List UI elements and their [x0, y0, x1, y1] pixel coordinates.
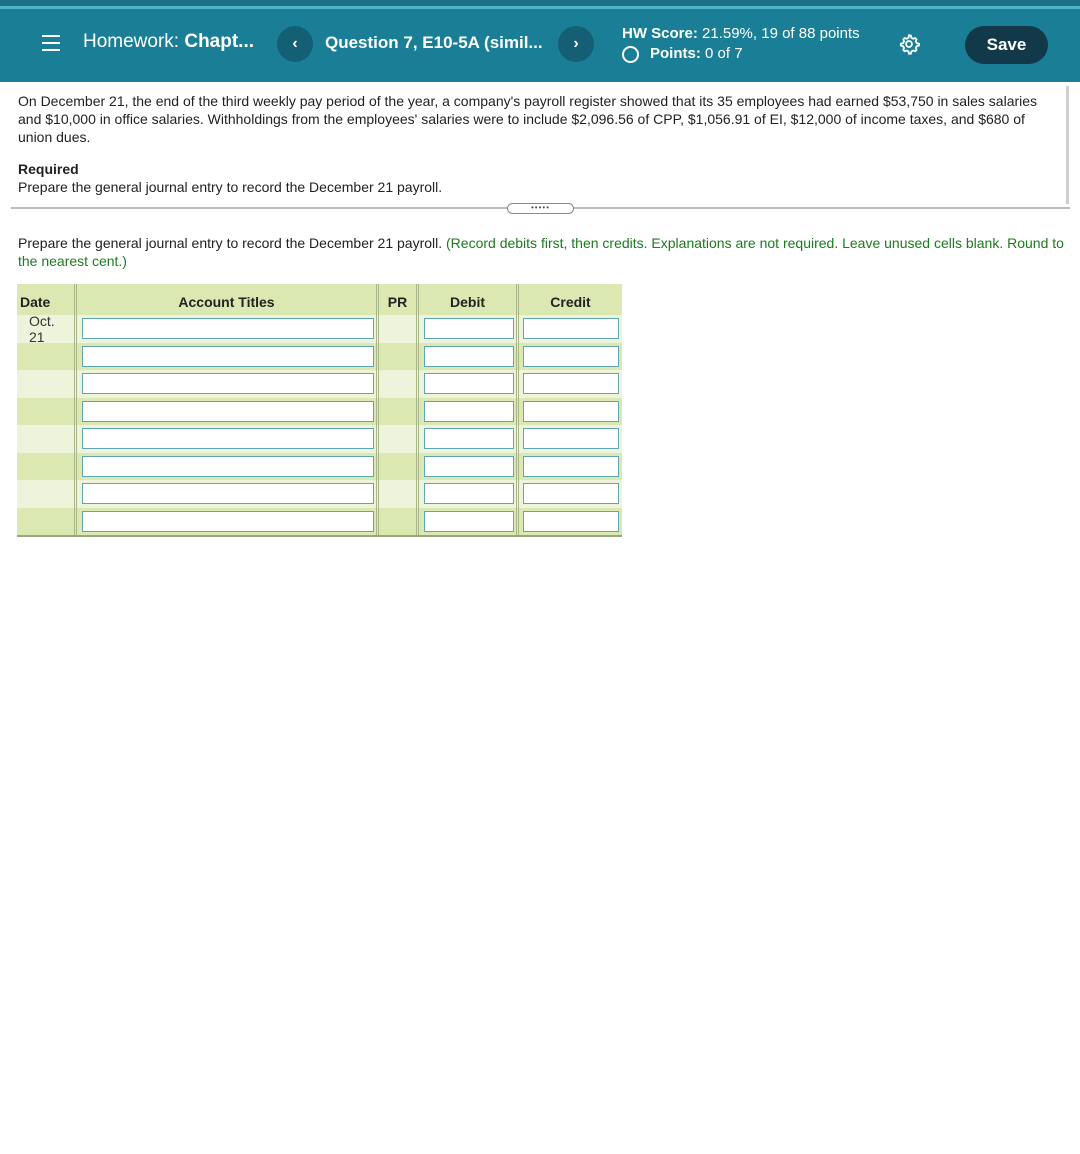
circle-icon	[622, 46, 639, 63]
credit-input[interactable]	[523, 346, 619, 367]
points-label: Points:	[650, 45, 701, 62]
account-title-cell	[77, 453, 379, 481]
instructions	[18, 234, 1068, 270]
debit-cell	[419, 343, 519, 371]
pr-header: PR	[379, 284, 419, 315]
homework-header	[0, 6, 1080, 82]
account-title-input[interactable]	[82, 346, 374, 367]
account-title-cell	[77, 398, 379, 426]
journal-row	[17, 343, 622, 371]
gear-icon[interactable]	[898, 33, 920, 55]
previous-question-button[interactable]: ‹	[277, 26, 313, 62]
credit-header: Credit	[550, 293, 591, 310]
pr-cell	[379, 425, 419, 453]
credit-cell	[519, 315, 622, 343]
account-title-input[interactable]	[82, 401, 374, 422]
journal-row	[17, 425, 622, 453]
credit-input[interactable]	[523, 511, 619, 532]
pr-cell	[379, 398, 419, 426]
homework-label: Homework:	[83, 31, 180, 52]
credit-input[interactable]	[523, 483, 619, 504]
debit-input[interactable]	[424, 318, 514, 339]
debit-input[interactable]	[424, 428, 514, 449]
score-panel	[622, 24, 860, 64]
problem-text: On December 21, the end of the third weekly pay period of the year, a company's payroll register showed that its 35 employees had earned $53,750 in sales salaries and $10,000 in office salaries. Withholdings from the employees' salaries were to include $2,096.56 of CPP, $1,056.91 of EI, $12,000 of income taxes, and $680 of union dues.	[18, 93, 1038, 145]
credit-input[interactable]	[523, 428, 619, 449]
debit-header: Debit	[419, 284, 519, 315]
credit-cell	[519, 425, 622, 453]
journal-row	[17, 370, 622, 398]
journal-body	[17, 312, 622, 535]
next-question-button[interactable]: ›	[558, 26, 594, 62]
date-cell	[17, 425, 77, 453]
scrollbar[interactable]	[1066, 86, 1069, 204]
account-title-cell	[77, 315, 379, 343]
credit-input[interactable]	[523, 318, 619, 339]
debit-cell	[419, 425, 519, 453]
account-title-input[interactable]	[82, 428, 374, 449]
journal-row	[17, 508, 622, 536]
pr-cell	[379, 480, 419, 508]
debit-input[interactable]	[424, 456, 514, 477]
credit-cell	[519, 343, 622, 371]
debit-input[interactable]	[424, 346, 514, 367]
credit-input[interactable]	[523, 401, 619, 422]
debit-input[interactable]	[424, 373, 514, 394]
pr-cell	[379, 343, 419, 371]
account-title-input[interactable]	[82, 511, 374, 532]
hw-score-value: 21.59%, 19 of 88 points	[702, 25, 860, 42]
homework-chapter: Chapt...	[184, 31, 255, 52]
account-title-input[interactable]	[82, 483, 374, 504]
date-cell	[17, 370, 77, 398]
pr-cell	[379, 370, 419, 398]
account-title-cell	[77, 370, 379, 398]
account-title-cell	[77, 480, 379, 508]
debit-input[interactable]	[424, 483, 514, 504]
credit-input[interactable]	[523, 373, 619, 394]
pr-cell	[379, 508, 419, 536]
account-title-cell	[77, 508, 379, 536]
date-cell	[17, 508, 77, 536]
debit-cell	[419, 370, 519, 398]
pane-resize-handle[interactable]: •••••	[507, 203, 574, 214]
account-title-cell	[77, 425, 379, 453]
journal-header-row	[17, 284, 622, 315]
account-title-input[interactable]	[82, 318, 374, 339]
pr-cell	[379, 315, 419, 343]
save-button[interactable]: Save	[965, 26, 1048, 64]
problem-statement	[18, 92, 1058, 196]
credit-cell	[519, 480, 622, 508]
account-titles-header: Account Titles	[77, 284, 379, 315]
instructions-hint: (Record debits first, then credits. Explanations are not required. Leave unused cells blank. Round to the nearest cent.)	[18, 235, 1064, 269]
question-title[interactable]: Question 7, E10-5A (simil...	[325, 33, 543, 52]
account-title-input[interactable]	[82, 456, 374, 477]
date-cell	[17, 398, 77, 426]
date-cell	[17, 312, 77, 345]
credit-cell	[519, 508, 622, 536]
required-text: Prepare the general journal entry to record the December 21 payroll.	[18, 179, 443, 195]
journal-bottom-border	[17, 535, 622, 537]
date-value: Oct. 21	[29, 312, 55, 345]
account-title-input[interactable]	[82, 373, 374, 394]
journal-table	[17, 284, 622, 537]
hw-score-label: HW Score:	[622, 25, 698, 42]
pr-cell	[379, 453, 419, 481]
homework-title[interactable]	[83, 31, 254, 53]
journal-row	[17, 453, 622, 481]
journal-row	[17, 398, 622, 426]
credit-cell	[519, 453, 622, 481]
journal-row	[17, 312, 622, 345]
debit-input[interactable]	[424, 401, 514, 422]
debit-cell	[419, 315, 519, 343]
points-value: 0 of 7	[705, 45, 743, 62]
debit-cell	[419, 398, 519, 426]
credit-cell	[519, 370, 622, 398]
date-cell	[17, 343, 77, 371]
credit-input[interactable]	[523, 456, 619, 477]
debit-cell	[419, 508, 519, 536]
journal-row	[17, 480, 622, 508]
credit-cell	[519, 398, 622, 426]
menu-icon[interactable]	[42, 35, 60, 51]
account-title-cell	[77, 343, 379, 371]
date-cell	[17, 480, 77, 508]
debit-input[interactable]	[424, 511, 514, 532]
instructions-main: Prepare the general journal entry to record the December 21 payroll.	[18, 235, 443, 251]
required-label: Required	[18, 161, 79, 177]
hw-score-row	[622, 24, 860, 44]
debit-cell	[419, 453, 519, 481]
debit-cell	[419, 480, 519, 508]
points-row	[622, 44, 860, 64]
date-header: Date	[17, 284, 77, 315]
date-cell	[17, 453, 77, 481]
